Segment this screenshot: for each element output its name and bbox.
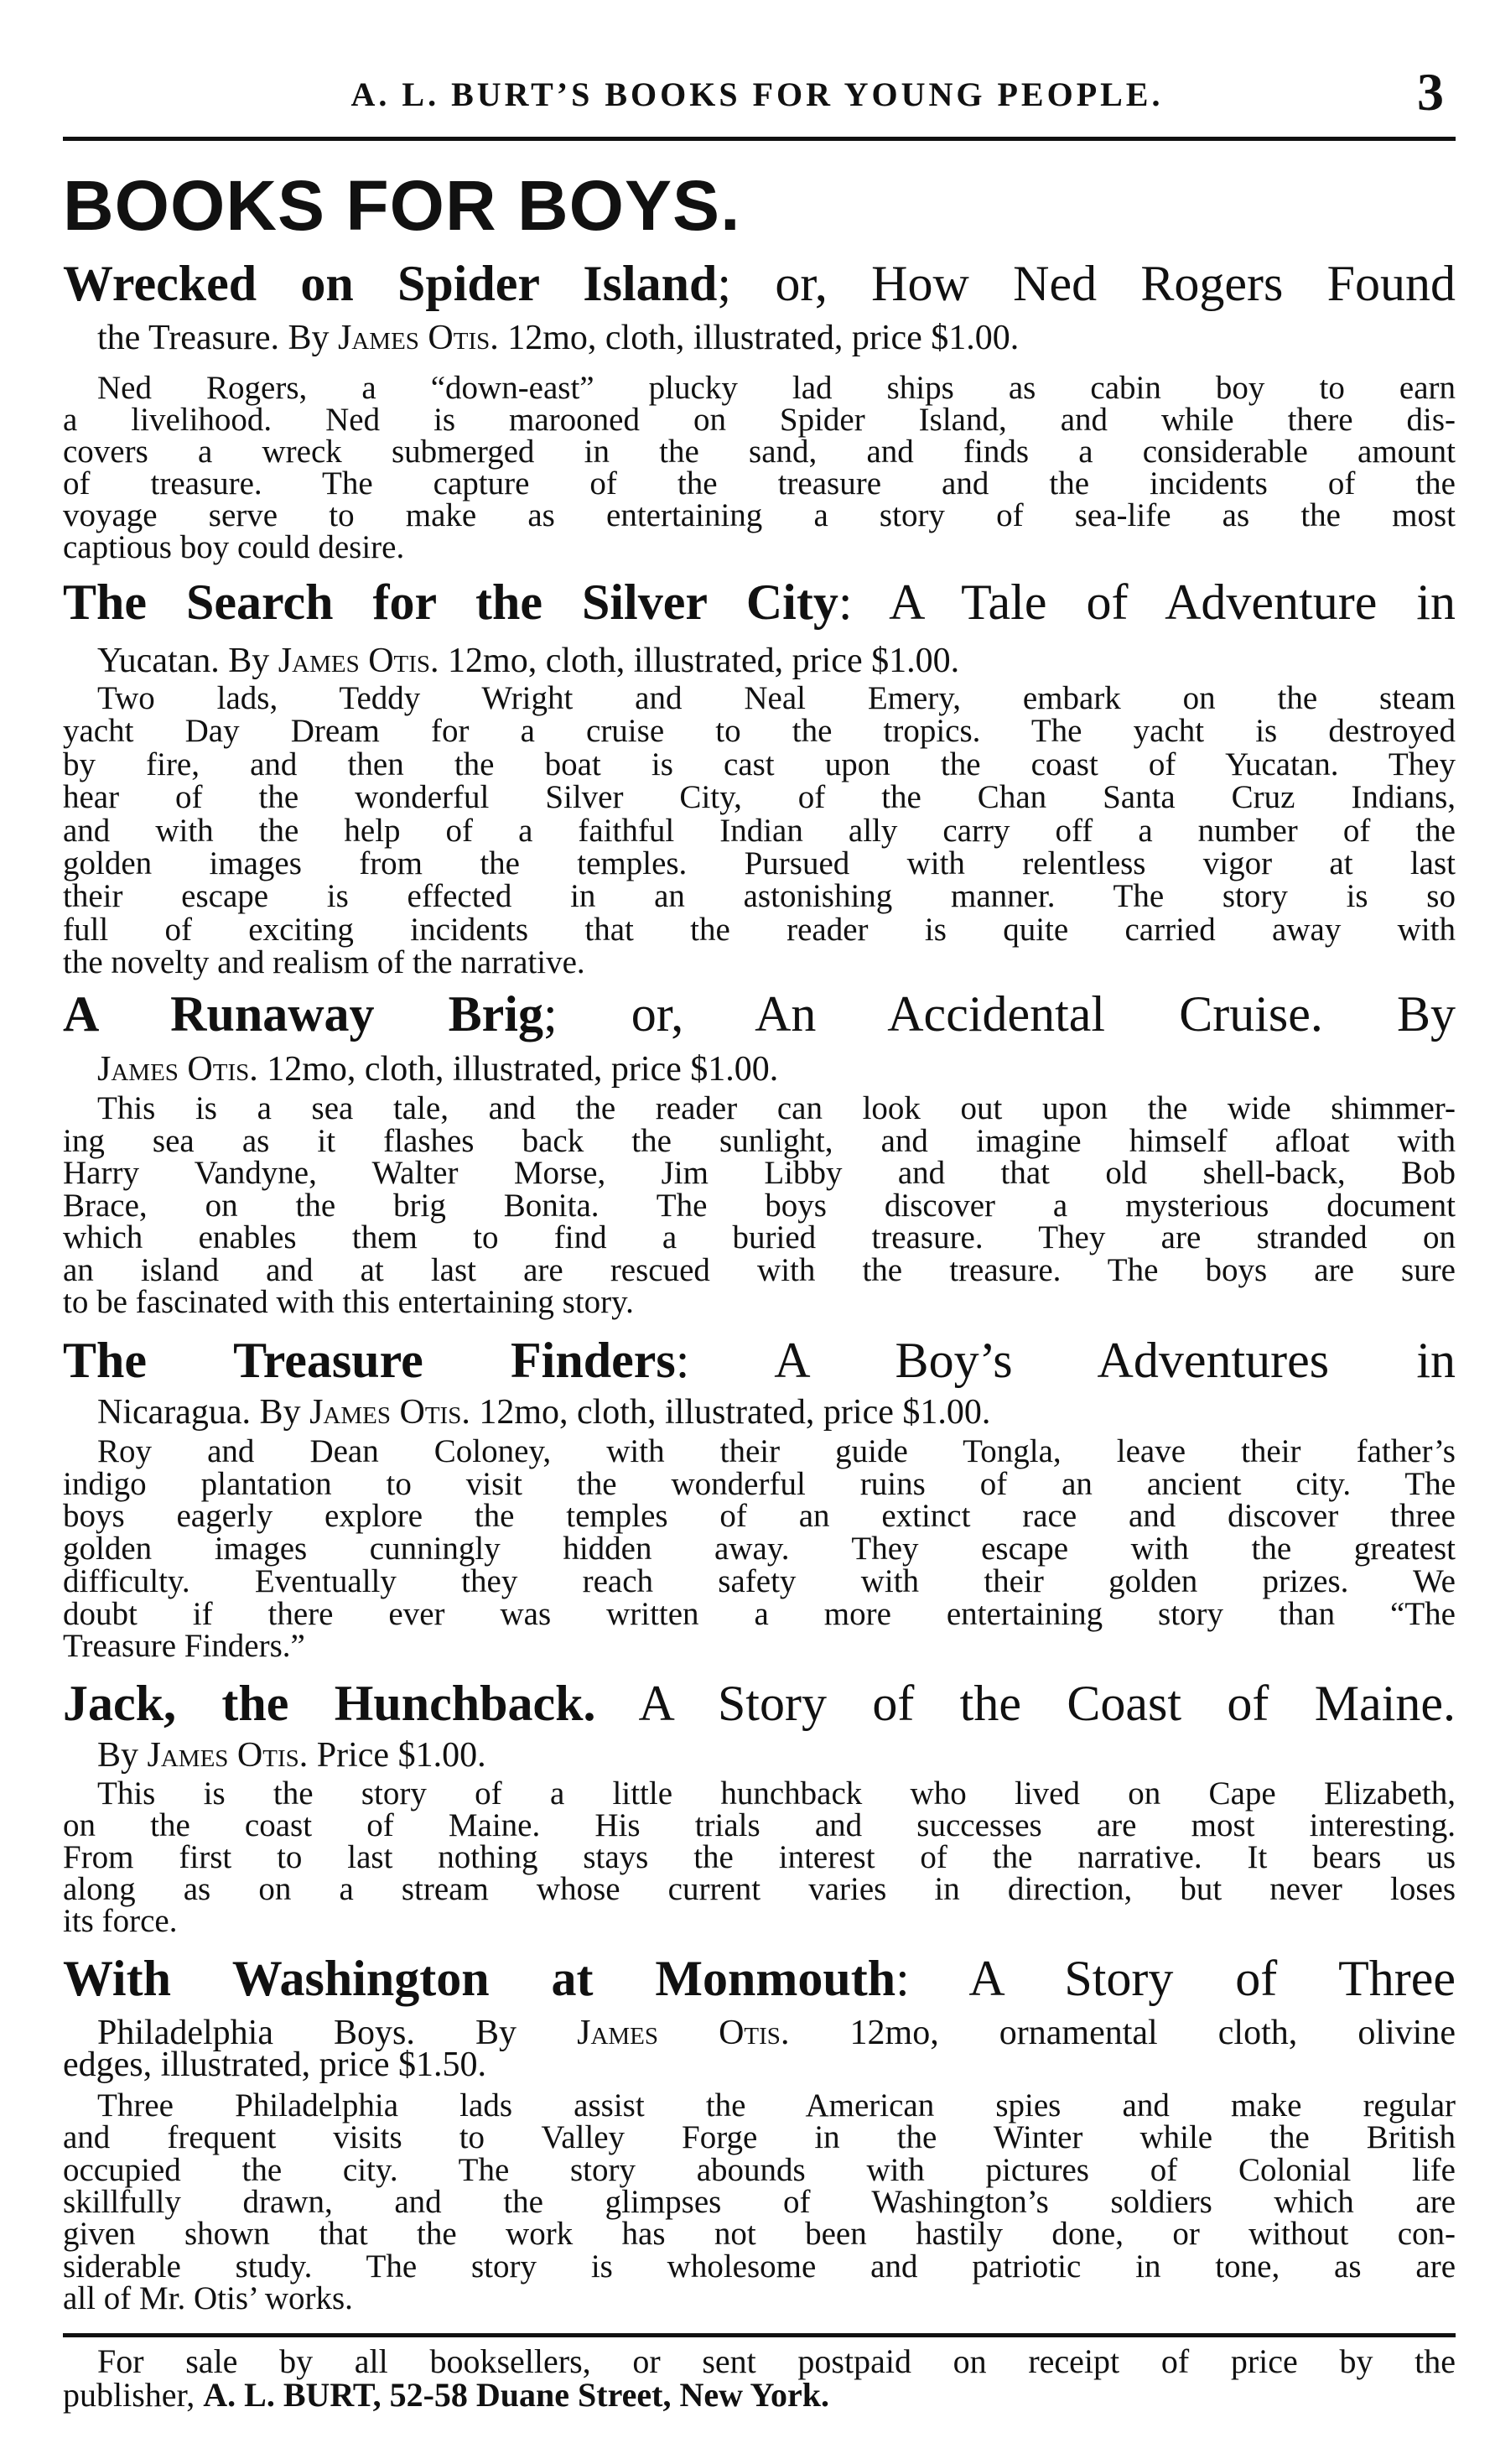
description-line: hear of the wonderful Silver City, of the Chan Santa Cruz Indians,: [63, 779, 1456, 815]
author-name: James Otis: [278, 642, 431, 680]
description-line: doubt if there ever was written a more entertaining story than “The: [63, 1596, 1456, 1632]
book-details: [97, 1394, 1456, 1431]
details-text: . 12mo, ornamental cloth, olivine: [780, 2014, 1456, 2052]
header-rule: [63, 137, 1456, 141]
description-line: and frequent visits to Valley Forge in the Winter while the British: [63, 2119, 1456, 2155]
description-line: to be fascinated with this entertaining story.: [63, 1284, 634, 1320]
details-text: Yucatan. By: [97, 642, 278, 680]
description-line: golden images cunningly hidden away. They escape with the greatest: [63, 1531, 1456, 1567]
book-title-main: The Search for the Silver City: [63, 574, 838, 630]
book-title-main: Jack, the Hunchback.: [63, 1676, 596, 1731]
footer-line-2: [63, 2378, 1456, 2412]
description-line: by fire, and then the boat is cast upon the coast of Yucatan. They: [63, 746, 1456, 782]
details-text: edges, illustrated, price $1.50.: [63, 2046, 487, 2084]
details-text: . 12mo, cloth, illustrated, price $1.00.: [430, 642, 960, 680]
description-line: occupied the city. The story abounds with pictures of Colonial life: [63, 2152, 1456, 2188]
book-details: [97, 1051, 1456, 1088]
page-number: 3: [1417, 62, 1444, 122]
description-line: captious boy could desire.: [63, 529, 405, 565]
book-title-subtitle: : A Story of Three: [895, 1951, 1456, 2006]
details-text: the Treasure. By: [97, 319, 338, 357]
description-line: difficulty. Eventually they reach safety with their golden prizes. We: [63, 1563, 1456, 1599]
author-name: James Otis: [147, 1736, 299, 1775]
book-title-main: With Washington at Monmouth: [63, 1951, 896, 2006]
book-title-main: Wrecked on Spider Island: [63, 256, 718, 311]
details-text: By: [97, 1736, 148, 1775]
book-title-subtitle: A Story of the Coast of Maine.: [595, 1676, 1456, 1731]
book-details: [97, 320, 1456, 356]
description-line: on the coast of Maine. His trials and successes are most interesting.: [63, 1807, 1456, 1843]
book-details: [97, 1737, 1456, 1774]
footer-rule: [63, 2333, 1456, 2337]
book-title: [63, 257, 1456, 310]
description-line: This is a sea tale, and the reader can look out upon the wide shimmer-: [97, 1090, 1456, 1126]
book-title: [63, 1676, 1456, 1730]
description-line: which enables them to find a buried treasure. They are stranded on: [63, 1219, 1456, 1255]
author-name: James Otis: [309, 1393, 462, 1432]
description-line: Harry Vandyne, Walter Morse, Jim Libby and that old shell-back, Bob: [63, 1155, 1456, 1191]
book-title: [63, 1333, 1456, 1387]
description-line: along as on a stream whose current varies in direction, but never loses: [63, 1871, 1456, 1907]
description-line: Roy and Dean Coloney, with their guide Tongla, leave their father’s: [97, 1433, 1456, 1469]
description-line: Three Philadelphia lads assist the American spies and make regular: [97, 2087, 1456, 2124]
book-title-subtitle: ; or, An Accidental Cruise. By: [542, 986, 1456, 1042]
description-line: This is the story of a little hunchback who lived on Cape Elizabeth,: [97, 1775, 1456, 1812]
footer-text: publisher,: [63, 2376, 204, 2414]
description-line: Two lads, Teddy Wright and Neal Emery, embark on the steam: [97, 680, 1456, 716]
details-text: . 12mo, cloth, illustrated, price $1.00.: [490, 319, 1020, 357]
description-line: given shown that the work has not been hastily done, or without con-: [63, 2216, 1456, 2252]
description-line: a livelihood. Ned is marooned on Spider Island, and while there dis-: [63, 402, 1456, 438]
details-text: . 12mo, cloth, illustrated, price $1.00.: [461, 1393, 991, 1432]
book-title: [63, 1952, 1456, 2005]
description-line: boys eagerly explore the temples of an extinct race and discover three: [63, 1498, 1456, 1534]
description-line: yacht Day Dream for a cruise to the tropics. The yacht is destroyed: [63, 713, 1456, 749]
publisher-address: A. L. BURT, 52-58 Duane Street, New York.: [203, 2376, 829, 2414]
description-line: siderable study. The story is wholesome and patriotic in tone, as are: [63, 2248, 1456, 2285]
book-title-subtitle: ; or, How Ned Rogers Found: [717, 256, 1456, 311]
description-line: voyage serve to make as entertaining a story of sea-life as the most: [63, 497, 1456, 533]
description-line: and with the help of a faithful Indian ally carry off a number of the: [63, 813, 1456, 849]
details-text: Nicaragua. By: [97, 1393, 310, 1432]
details-text: . 12mo, cloth, illustrated, price $1.00.: [249, 1050, 779, 1089]
description-line: their escape is effected in an astonishing manner. The story is so: [63, 878, 1456, 914]
description-line: full of exciting incidents that the reader is quite carried away with: [63, 912, 1456, 948]
book-details: [63, 2046, 1456, 2083]
author-name: James Otis: [577, 2014, 781, 2052]
book-title-subtitle: : A Tale of Adventure in: [838, 574, 1456, 630]
description-line: Ned Rogers, a “down-east” plucky lad ships as cabin boy to earn: [97, 370, 1456, 406]
book-title-subtitle: : A Boy’s Adventures in: [675, 1333, 1456, 1388]
details-text: Philadelphia Boys. By: [97, 2014, 578, 2052]
description-line: ing sea as it flashes back the sunlight, and imagine himself afloat with: [63, 1123, 1456, 1159]
description-line: skillfully drawn, and the glimpses of Washington’s soldiers which are: [63, 2184, 1456, 2220]
description-line: an island and at last are rescued with the treasure. The boys are sure: [63, 1252, 1456, 1288]
book-title: [63, 987, 1456, 1041]
author-name: James Otis: [338, 319, 491, 357]
description-line: From first to last nothing stays the interest of the narrative. It bears us: [63, 1839, 1456, 1875]
running-header: A. L. BURT’S BOOKS FOR YOUNG PEOPLE.: [350, 75, 1164, 113]
description-line: indigo plantation to visit the wonderful ruins of an ancient city. The: [63, 1466, 1456, 1502]
book-title: [63, 575, 1456, 629]
description-line: Brace, on the brig Bonita. The boys discover a mysterious document: [63, 1188, 1456, 1224]
description-line: its force.: [63, 1903, 178, 1939]
description-line: all of Mr. Otis’ works.: [63, 2280, 353, 2316]
description-line: Treasure Finders.”: [63, 1628, 305, 1664]
description-line: of treasure. The capture of the treasure and the incidents of the: [63, 465, 1456, 502]
footer-line-1: For sale by all booksellers, or sent postpaid on receipt of price by the: [97, 2342, 1456, 2380]
page-heading: BOOKS FOR BOYS.: [63, 166, 741, 245]
book-title-main: A Runaway Brig: [63, 986, 543, 1042]
author-name: James Otis: [97, 1050, 250, 1089]
book-details: [97, 642, 1456, 679]
description-line: golden images from the temples. Pursued with relentless vigor at last: [63, 845, 1456, 881]
description-line: covers a wreck submerged in the sand, and finds a considerable amount: [63, 434, 1456, 470]
description-line: the novelty and realism of the narrative.: [63, 944, 585, 980]
details-text: . Price $1.00.: [298, 1736, 486, 1775]
book-title-main: The Treasure Finders: [63, 1333, 676, 1388]
